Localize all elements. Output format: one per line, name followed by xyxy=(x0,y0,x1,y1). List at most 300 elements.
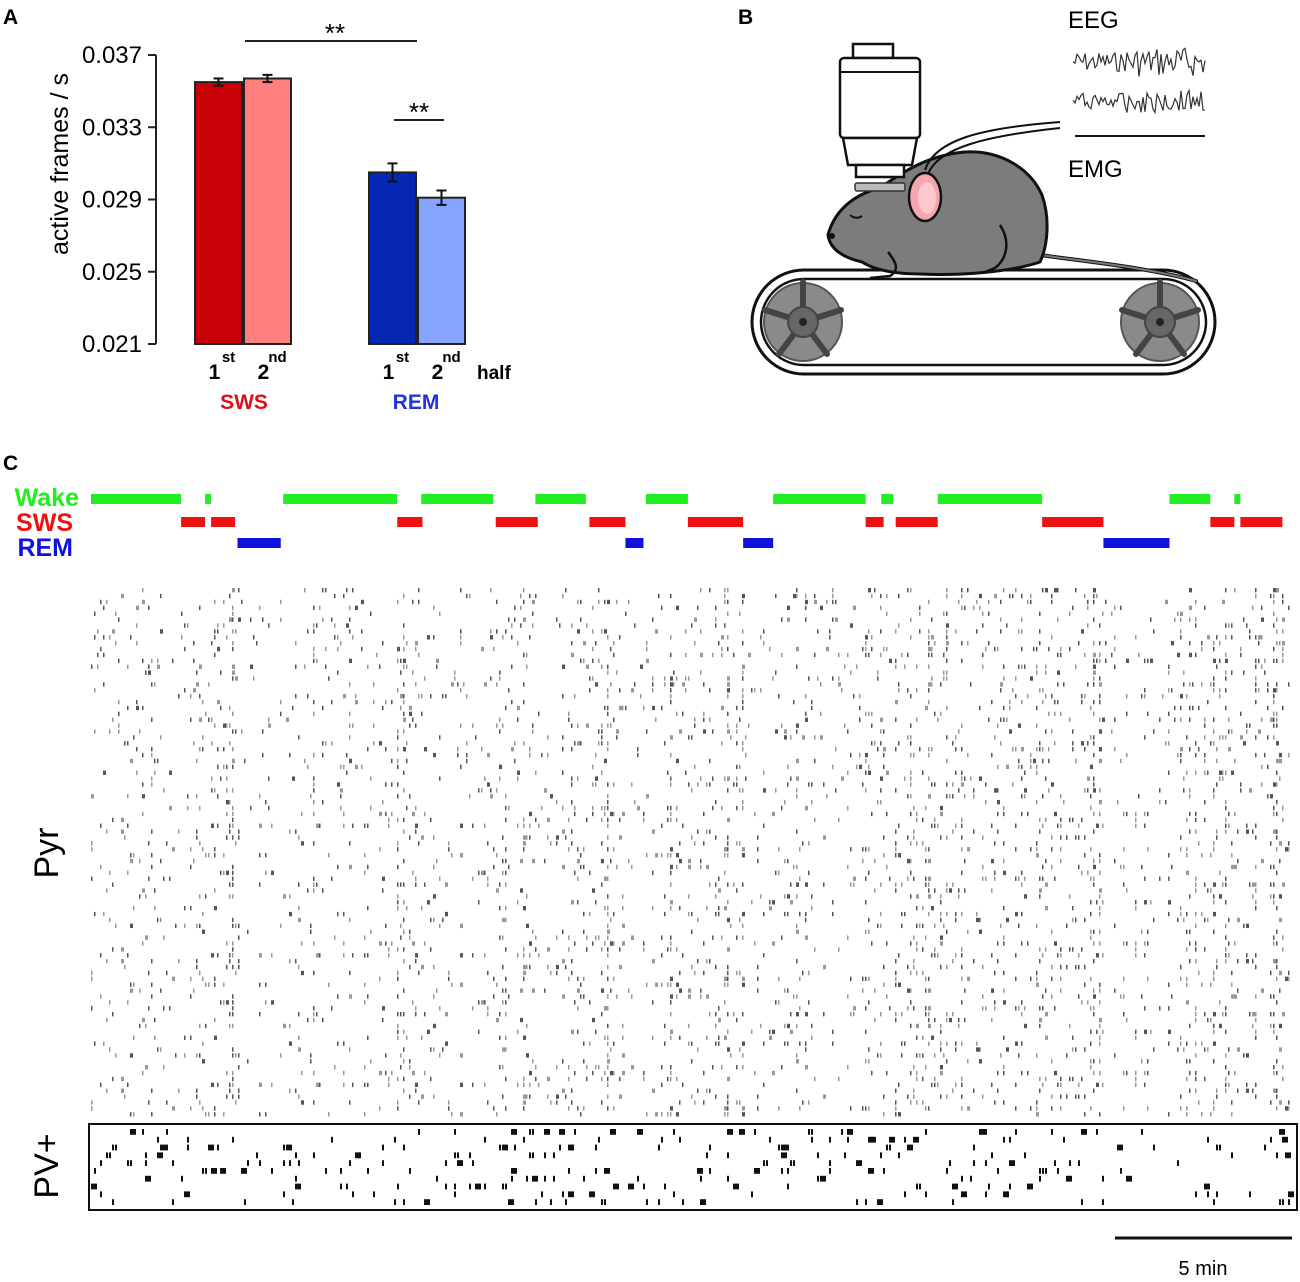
hypnogram-wake-segment xyxy=(283,494,397,504)
pyr-event xyxy=(1228,623,1230,627)
pyr-event xyxy=(724,1106,727,1110)
pyr-event xyxy=(406,741,408,745)
pyr-event xyxy=(718,877,720,881)
pyr-event xyxy=(910,841,912,845)
pyr-event xyxy=(961,1000,963,1004)
pyr-event xyxy=(232,947,234,951)
pyr-event xyxy=(121,829,124,833)
pyr-event xyxy=(1000,600,1002,604)
pyr-event xyxy=(346,753,348,757)
pyr-event xyxy=(1045,1036,1048,1040)
pyr-event xyxy=(1042,688,1044,692)
pyr-event xyxy=(604,812,606,816)
pv-event xyxy=(283,1145,285,1151)
pyr-event xyxy=(811,782,813,786)
pyr-event xyxy=(796,1012,799,1016)
pyr-event xyxy=(1021,617,1023,621)
pyr-event xyxy=(343,765,345,769)
pyr-event xyxy=(1273,829,1276,833)
pyr-event xyxy=(424,812,426,816)
pyr-event xyxy=(565,588,567,592)
pyr-event xyxy=(1180,977,1182,981)
pv-event xyxy=(403,1199,405,1205)
pyr-event xyxy=(172,1106,175,1110)
pyr-event xyxy=(667,853,669,857)
pyr-event xyxy=(871,594,873,598)
pyr-event xyxy=(406,1036,408,1040)
pyr-event xyxy=(232,1000,234,1004)
pyr-event xyxy=(556,971,558,975)
pyr-event xyxy=(298,1047,301,1051)
pyr-event xyxy=(1186,1000,1189,1004)
pyr-event xyxy=(1042,747,1044,751)
pyr-event xyxy=(736,782,738,786)
pv-event xyxy=(739,1129,745,1135)
pyr-event xyxy=(148,606,150,610)
pyr-event xyxy=(940,806,943,810)
pyr-event xyxy=(859,765,862,769)
pyr-event xyxy=(670,994,673,998)
pyr-event xyxy=(727,1094,729,1098)
pyr-event xyxy=(1198,971,1200,975)
pyr-event xyxy=(214,788,216,792)
pyr-event xyxy=(610,647,612,651)
pyr-event xyxy=(160,1047,162,1051)
pyr-event xyxy=(958,1024,960,1028)
pyr-event xyxy=(508,806,510,810)
pyr-event xyxy=(1126,753,1128,757)
pyr-event xyxy=(304,759,306,763)
pyr-event xyxy=(403,918,405,922)
pyr-event xyxy=(214,983,216,987)
pyr-event xyxy=(523,1036,526,1040)
pyr-event xyxy=(154,759,156,763)
pyr-event xyxy=(118,729,120,733)
pyr-event xyxy=(229,1024,231,1028)
pyr-event xyxy=(736,729,738,733)
pyr-event xyxy=(634,682,636,686)
pyr-event xyxy=(946,588,948,592)
hypnogram-sws-segment xyxy=(211,517,235,527)
pyr-event xyxy=(502,965,504,969)
pyr-event xyxy=(211,1083,214,1087)
pv-event xyxy=(514,1145,516,1151)
pyr-event xyxy=(349,841,351,845)
pyr-event xyxy=(964,888,966,892)
pv-event xyxy=(925,1129,927,1135)
pyr-event xyxy=(1027,600,1029,604)
pyr-event xyxy=(1228,824,1230,828)
pyr-event xyxy=(1042,588,1044,592)
pyr-event xyxy=(784,894,786,898)
pyr-event xyxy=(919,1053,921,1057)
pyr-event xyxy=(904,665,906,669)
pyr-event xyxy=(1114,924,1116,928)
pyr-event xyxy=(178,694,180,698)
pyr-event xyxy=(619,706,622,710)
pyr-event xyxy=(349,735,351,739)
pyr-event xyxy=(1186,871,1189,875)
pyr-event xyxy=(1000,1053,1002,1057)
pyr-event xyxy=(739,788,741,792)
pyr-event xyxy=(988,641,990,645)
pyr-event xyxy=(322,741,324,745)
pyr-event xyxy=(1225,882,1227,886)
pyr-cell-row xyxy=(136,623,1275,627)
pyr-event xyxy=(235,629,237,633)
pyr-event xyxy=(724,600,726,604)
pyr-event xyxy=(106,1089,108,1093)
pyr-event xyxy=(1021,812,1023,816)
pyr-event xyxy=(1246,729,1248,733)
pyr-event xyxy=(223,623,225,627)
pv-event xyxy=(502,1145,508,1151)
pyr-event xyxy=(907,1094,909,1098)
pyr-event xyxy=(853,882,855,886)
pv-event xyxy=(367,1168,369,1174)
pyr-event xyxy=(940,712,942,716)
pyr-event xyxy=(337,635,339,639)
pyr-event xyxy=(1204,1077,1206,1081)
pyr-event xyxy=(211,741,213,745)
pyr-event xyxy=(667,983,669,987)
pyr-event xyxy=(424,882,426,886)
pv-cell-row xyxy=(112,1199,1290,1205)
pyr-event xyxy=(130,635,132,639)
pyr-event xyxy=(1255,753,1257,757)
pyr-event xyxy=(214,847,216,851)
pyr-event xyxy=(838,676,840,680)
pyr-event xyxy=(1003,841,1005,845)
pyr-event xyxy=(184,1053,186,1057)
pyr-event xyxy=(457,682,459,686)
pyr-event xyxy=(847,806,849,810)
pv-event xyxy=(1039,1168,1041,1174)
x-tick-label-3: 1 xyxy=(382,361,395,384)
pyr-event xyxy=(865,641,867,645)
pyr-event xyxy=(448,1106,450,1110)
pyr-event xyxy=(367,953,369,957)
pyr-event xyxy=(391,700,393,704)
pyr-event xyxy=(652,871,654,875)
pyr-event xyxy=(496,723,498,727)
pv-event xyxy=(505,1184,507,1190)
pyr-event xyxy=(871,941,873,945)
pyr-event xyxy=(451,682,454,686)
pyr-event xyxy=(1036,853,1039,857)
pyr-event xyxy=(424,1071,426,1075)
pyr-event xyxy=(160,735,162,739)
pyr-event xyxy=(526,835,528,839)
pyr-event xyxy=(913,935,915,939)
pyr-event xyxy=(310,930,312,934)
pv-event xyxy=(172,1199,174,1205)
pyr-event xyxy=(967,641,969,645)
pyr-event xyxy=(1144,941,1146,945)
pyr-event xyxy=(628,988,630,992)
pyr-event xyxy=(769,647,771,651)
pyr-event xyxy=(1123,994,1125,998)
pyr-event xyxy=(787,1041,789,1045)
pyr-event xyxy=(955,918,957,922)
pyr-event xyxy=(976,1041,978,1045)
pyr-event xyxy=(700,588,702,592)
pyr-event xyxy=(667,1112,669,1116)
pyr-event xyxy=(622,1071,625,1075)
pyr-event xyxy=(1024,1006,1026,1010)
pyr-event xyxy=(1255,888,1257,892)
pyr-event xyxy=(343,812,345,816)
pyr-event xyxy=(796,588,798,592)
pyr-event xyxy=(133,1112,135,1116)
pyr-event xyxy=(1015,977,1017,981)
pyr-event xyxy=(349,629,351,633)
pyr-event xyxy=(400,659,402,663)
pyr-event xyxy=(961,847,963,851)
hypnogram xyxy=(91,494,1282,548)
pyr-event xyxy=(1213,847,1215,851)
pyr-event xyxy=(880,653,882,657)
pyr-event xyxy=(151,1112,153,1116)
pv-event xyxy=(499,1145,501,1151)
pyr-event xyxy=(226,1071,228,1075)
pyr-event xyxy=(796,1089,798,1093)
pyr-event xyxy=(439,924,441,928)
pyr-event xyxy=(397,647,400,651)
pyr-event xyxy=(898,682,900,686)
pyr-event xyxy=(880,629,882,633)
pyr-event xyxy=(646,659,649,663)
pyr-event xyxy=(1273,688,1276,692)
pyr-event xyxy=(682,824,684,828)
pyr-event xyxy=(865,1006,867,1010)
pyr-event xyxy=(865,1106,867,1110)
pyr-event xyxy=(1231,771,1234,775)
pyr-event xyxy=(961,977,963,981)
pyr-event xyxy=(313,888,315,892)
pyr-event xyxy=(574,941,576,945)
hypnogram-sws-segment xyxy=(896,517,938,527)
pyr-event xyxy=(934,924,936,928)
pyr-event xyxy=(898,741,900,745)
pyr-event xyxy=(865,635,868,639)
pyr-event xyxy=(334,594,336,598)
pyr-event xyxy=(991,824,993,828)
pyr-event xyxy=(1060,988,1062,992)
pyr-event xyxy=(142,794,145,798)
pyr-event xyxy=(388,953,390,957)
pyr-event xyxy=(253,635,255,639)
pyr-event xyxy=(1237,959,1239,963)
pyr-event xyxy=(742,1112,745,1116)
pyr-event xyxy=(982,865,984,869)
pyr-event xyxy=(655,853,658,857)
pyr-event xyxy=(1048,747,1050,751)
pyr-event xyxy=(910,588,912,592)
pyr-event xyxy=(1195,882,1197,886)
pyr-event xyxy=(736,971,738,975)
pyr-event xyxy=(931,635,934,639)
pyr-event xyxy=(1195,753,1197,757)
pyr-event xyxy=(1213,729,1215,733)
pyr-event xyxy=(805,718,808,722)
pyr-event xyxy=(961,1077,963,1081)
pyr-event xyxy=(907,688,909,692)
pyr-event xyxy=(781,1065,783,1069)
pyr-event xyxy=(727,947,730,951)
pyr-cell-row xyxy=(142,782,1278,786)
pyr-event xyxy=(1042,953,1044,957)
pyr-event xyxy=(406,641,408,645)
pyr-event xyxy=(316,659,318,663)
pyr-event xyxy=(499,1012,501,1016)
pyr-event xyxy=(670,782,672,786)
pyr-event xyxy=(850,1012,852,1016)
pyr-event xyxy=(682,712,684,716)
pyr-event xyxy=(1171,688,1173,692)
pyr-event xyxy=(349,606,351,610)
pyr-event xyxy=(1057,617,1059,621)
pyr-event xyxy=(850,753,852,757)
pyr-event xyxy=(337,647,339,651)
pyr-event xyxy=(361,765,363,769)
pyr-event xyxy=(613,782,615,786)
pyr-event xyxy=(583,1106,585,1110)
pyr-event xyxy=(805,1047,807,1051)
pv-event xyxy=(973,1145,975,1151)
pv-event xyxy=(445,1184,447,1190)
pyr-event xyxy=(1039,1006,1041,1010)
pyr-event xyxy=(1279,759,1282,763)
pyr-event xyxy=(1102,718,1105,722)
pyr-event xyxy=(703,841,705,845)
pyr-event xyxy=(1276,718,1278,722)
pyr-event xyxy=(1036,747,1038,751)
pyr-cell-row xyxy=(97,653,1284,657)
pyr-event xyxy=(802,841,804,845)
pyr-event xyxy=(652,1000,654,1004)
pyr-event xyxy=(538,1083,540,1087)
pv-event xyxy=(865,1199,867,1205)
pv-event xyxy=(871,1137,873,1143)
pyr-event xyxy=(343,941,345,945)
pyr-event xyxy=(601,841,603,845)
pyr-event xyxy=(373,741,375,745)
pyr-event xyxy=(91,971,93,975)
pyr-event xyxy=(1270,865,1272,869)
pyr-event xyxy=(910,971,912,975)
pyr-cell-row xyxy=(142,812,1278,816)
pv-event xyxy=(574,1129,576,1135)
pyr-event xyxy=(622,941,625,945)
pyr-event xyxy=(1078,824,1080,828)
pyr-event xyxy=(529,1094,531,1098)
pyr-event xyxy=(1135,953,1137,957)
pyr-event xyxy=(1213,718,1215,722)
hypnogram-sws-segment xyxy=(1042,517,1103,527)
x-tick-label-1: 1 xyxy=(208,361,221,384)
pyr-event xyxy=(229,594,231,598)
pyr-event xyxy=(397,1036,399,1040)
pyr-event xyxy=(130,759,133,763)
pyr-event xyxy=(1078,641,1080,645)
pyr-event xyxy=(607,1106,609,1110)
pyr-event xyxy=(1060,1094,1062,1098)
pyr-event xyxy=(643,947,645,951)
pyr-event xyxy=(880,788,882,792)
pyr-event xyxy=(298,735,300,739)
pyr-event xyxy=(235,729,237,733)
pyr-event xyxy=(409,712,412,716)
pyr-event xyxy=(898,1083,900,1087)
pyr-event xyxy=(529,835,531,839)
pv-event xyxy=(991,1152,993,1158)
pv-event xyxy=(1009,1137,1011,1143)
pyr-event xyxy=(1045,818,1047,822)
pyr-event xyxy=(751,900,753,904)
pyr-event xyxy=(1180,1036,1182,1040)
pv-event xyxy=(1117,1145,1123,1151)
pyr-event xyxy=(1003,1000,1006,1004)
pyr-event xyxy=(1093,753,1095,757)
pyr-event xyxy=(715,606,717,610)
pyr-event xyxy=(91,847,93,851)
pyr-event xyxy=(670,753,672,757)
pyr-event xyxy=(1213,1106,1215,1110)
pyr-event xyxy=(694,723,696,727)
pyr-event xyxy=(289,912,292,916)
pyr-event xyxy=(727,882,729,886)
pyr-event xyxy=(472,877,474,881)
pyr-event xyxy=(1255,688,1257,692)
pyr-event xyxy=(868,588,871,592)
pyr-event xyxy=(142,600,145,604)
pyr-event xyxy=(655,983,658,987)
pyr-event xyxy=(1162,694,1164,698)
pyr-event xyxy=(1153,918,1155,922)
pv-event xyxy=(637,1176,639,1182)
pyr-event xyxy=(607,977,609,981)
pv-event xyxy=(160,1145,166,1151)
pyr-event xyxy=(646,794,649,798)
pyr-event xyxy=(907,988,910,992)
pyr-event xyxy=(616,735,618,739)
pyr-event xyxy=(100,824,102,828)
pyr-event xyxy=(247,1059,249,1063)
pyr-event xyxy=(1180,747,1183,751)
pyr-event xyxy=(1264,753,1266,757)
pyr-event xyxy=(1018,1006,1020,1010)
pyr-event xyxy=(763,953,765,957)
pyr-event xyxy=(907,877,909,881)
pyr-event xyxy=(946,735,948,739)
pyr-event xyxy=(523,741,525,745)
pyr-event xyxy=(823,882,825,886)
pyr-event xyxy=(865,712,867,716)
pyr-event xyxy=(1099,1018,1102,1022)
pyr-event xyxy=(1258,688,1260,692)
pyr-event xyxy=(1030,977,1032,981)
pyr-event xyxy=(217,953,219,957)
pyr-event xyxy=(1051,930,1053,934)
pyr-event xyxy=(913,835,915,839)
pyr-event xyxy=(352,635,354,639)
pyr-event xyxy=(964,1018,966,1022)
pyr-event xyxy=(226,800,229,804)
pyr-event xyxy=(670,812,672,816)
pyr-event xyxy=(403,788,405,792)
pyr-event xyxy=(931,676,933,680)
